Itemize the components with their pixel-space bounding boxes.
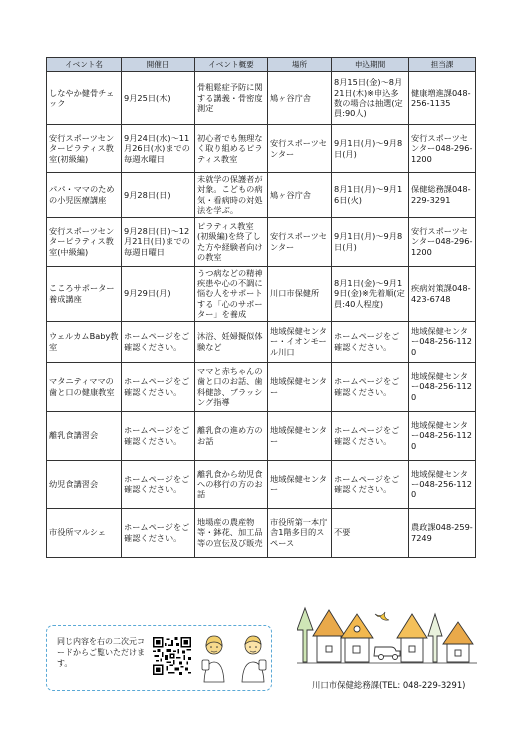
event-name-cell: パパ・ママのための小児医療講座 [47, 173, 122, 218]
summary-cell: 地場産の農産物等・鉢花、加工品等の宣伝及び販売 [195, 508, 268, 557]
header-place: 場所 [268, 58, 332, 72]
table-row [47, 321, 476, 362]
date-cell: ホームページをご確認ください。 [122, 362, 195, 411]
place-cell: 地域保健センター [268, 362, 332, 411]
application-cell: ホームページをご確認ください。 [332, 321, 409, 362]
summary-cell: 未就学の保護者が対象。こどもの病気・看病時の対処法を学ぶ。 [195, 173, 268, 218]
date-cell: 9月28日(日)～12月21日(日)までの毎週日曜日 [122, 217, 195, 266]
department-cell: 安行スポーツセンター048-296-1200 [409, 217, 476, 266]
table-row [47, 411, 476, 460]
qr-code[interactable] [153, 637, 191, 675]
summary-cell: 離乳食から幼児食への移行の方のお話 [195, 460, 268, 508]
table-row [47, 173, 476, 218]
date-cell: ホームページをご確認ください。 [122, 508, 195, 557]
application-cell: 9月1日(月)～9月8日(月) [332, 217, 409, 266]
summary-cell: 沐浴、妊婦擬似体験など [195, 321, 268, 362]
event-name-cell: マタニティママの歯と口の健康教室 [47, 362, 122, 411]
date-cell: 9月29日(月) [122, 266, 195, 321]
application-cell: 8月1日(月)～9月16日(火) [332, 173, 409, 218]
place-cell: 地域保健センター・イオンモール川口 [268, 321, 332, 362]
department-cell: 安行スポーツセンター048-296-1200 [409, 125, 476, 173]
man-illustration [237, 634, 269, 684]
header-summary: イベント概要 [195, 58, 268, 72]
event-name-cell: こころサポーター養成講座 [47, 266, 122, 321]
department-cell: 疾病対策課048-423-6748 [409, 266, 476, 321]
department-cell: 保健総務課048-229-3291 [409, 173, 476, 218]
summary-cell: 骨粗鬆症予防に関する講義・骨密度測定 [195, 72, 268, 125]
summary-cell: ピラティス教室(初級編)を終了した方や経験者向けの教室 [195, 217, 268, 266]
header-department: 担当課 [409, 58, 476, 72]
event-name-cell: しなやか健骨チェック [47, 72, 122, 125]
date-cell: ホームページをご確認ください。 [122, 321, 195, 362]
date-cell: ホームページをご確認ください。 [122, 460, 195, 508]
department-cell: 農政課048-259-7249 [409, 508, 476, 557]
qr-info-box [46, 625, 272, 691]
date-cell: 9月28日(日) [122, 173, 195, 218]
application-cell: ホームページをご確認ください。 [332, 411, 409, 460]
table-row [47, 72, 476, 125]
place-cell: 鳩ヶ谷庁舎 [268, 173, 332, 218]
department-cell: 健康増進課048-256-1135 [409, 72, 476, 125]
department-cell: 地域保健センター048-256-1120 [409, 362, 476, 411]
event-name-cell: 幼児食講習会 [47, 460, 122, 508]
application-cell: 8月1日(金)～9月19日(金)※先着順(定員:40人程度) [332, 266, 409, 321]
summary-cell: うつ病などの精神疾患や心の不調に悩む人をサポートする「心のサポーター」を養成 [195, 266, 268, 321]
place-cell: 鳩ヶ谷庁舎 [268, 72, 332, 125]
table-row [47, 508, 476, 557]
table-row [47, 362, 476, 411]
town-illustration [297, 600, 477, 666]
woman-illustration [199, 634, 231, 684]
table-header-row [47, 58, 476, 72]
summary-cell: 初心者でも無理なく取り組めるピラティス教室 [195, 125, 268, 173]
table-row [47, 460, 476, 508]
place-cell: 市役所第一本庁舎1階多目的スペース [268, 508, 332, 557]
event-name-cell: ウェルカムBaby教室 [47, 321, 122, 362]
event-name-cell: 市役所マルシェ [47, 508, 122, 557]
place-cell: 安行スポーツセンター [268, 217, 332, 266]
table-row [47, 125, 476, 173]
date-cell: 9月25日(木) [122, 72, 195, 125]
department-contact: 川口市保健総務課(TEL: 048-229-3291) [312, 680, 466, 690]
summary-cell: ママと赤ちゃんの歯と口のお話、歯科健診、ブラッシング指導 [195, 362, 268, 411]
table-row [47, 266, 476, 321]
event-name-cell: 安行スポーツセンターピラティス教室(中級編) [47, 217, 122, 266]
place-cell: 川口市保健所 [268, 266, 332, 321]
date-cell: ホームページをご確認ください。 [122, 411, 195, 460]
qr-note: 同じ内容を右の二次元コードからご覧いただけます。 [57, 637, 145, 668]
table-row [47, 217, 476, 266]
place-cell: 地域保健センター [268, 411, 332, 460]
application-cell: 9月1日(月)～9月8日(月) [332, 125, 409, 173]
application-cell: 不要 [332, 508, 409, 557]
event-name-cell: 安行スポーツセンターピラティス教室(初級編) [47, 125, 122, 173]
date-cell: 9月24日(水)～11月26日(水)までの毎週水曜日 [122, 125, 195, 173]
place-cell: 地域保健センター [268, 460, 332, 508]
header-application-period: 申込期間 [332, 58, 409, 72]
place-cell: 安行スポーツセンター [268, 125, 332, 173]
application-cell: 8月15日(金)～8月21日(木)※申込多数の場合は抽選(定員:90人) [332, 72, 409, 125]
header-event-name: イベント名 [47, 58, 122, 72]
application-cell: ホームページをご確認ください。 [332, 460, 409, 508]
application-cell: ホームページをご確認ください。 [332, 362, 409, 411]
summary-cell: 離乳食の進め方のお話 [195, 411, 268, 460]
department-cell: 地域保健センター048-256-1120 [409, 321, 476, 362]
department-cell: 地域保健センター048-256-1120 [409, 411, 476, 460]
header-date: 開催日 [122, 58, 195, 72]
event-name-cell: 離乳食講習会 [47, 411, 122, 460]
events-table [46, 57, 476, 558]
department-cell: 地域保健センター048-256-1120 [409, 460, 476, 508]
